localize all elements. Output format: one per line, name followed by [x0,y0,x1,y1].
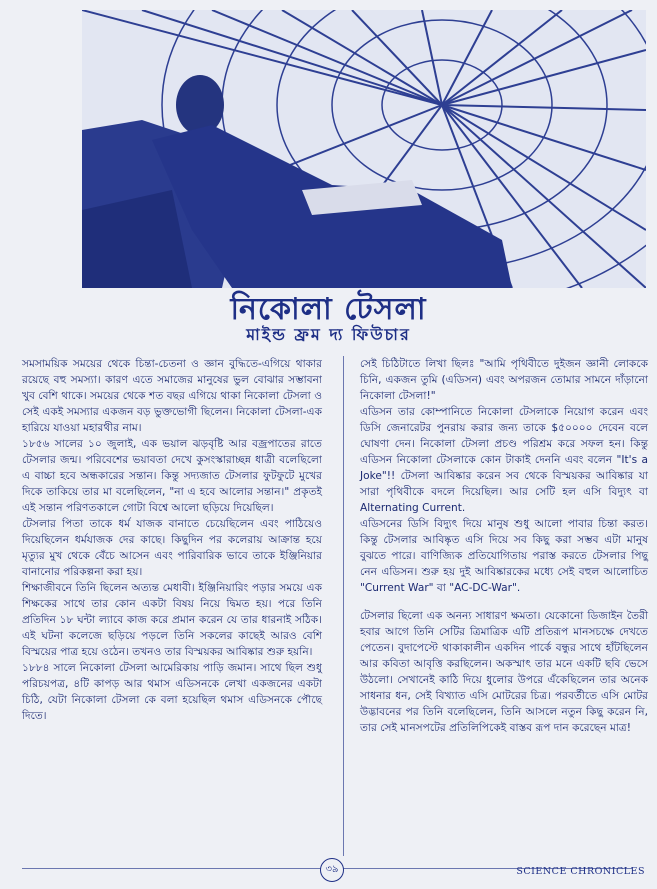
article-title: নিকোলা টেসলা [230,292,427,327]
left-column [22,356,322,724]
paragraph: টেসলার পিতা তাকে ধর্ম যাজক বানাতে চেয়েছিলেন এবং পাঠিয়েও দিয়েছিলেন ধর্মযাজক দের কাছে। কিছুদিন পর কলেরায় আক্রান্ত হয়ে মৃত্যুর মুখ থেকে বেঁচে আসেন এবং পারিবারিক ভাবে তাকে ইঞ্জিনিয়ার বানানোর পরিকল্পনা করা হয়। [22,518,322,578]
paragraph: ১৮৮৪ সালে নিকোলা টেসলা আমেরিকায় পাড়ি জমান। সাথে ছিল শুধু পরিচয়পত্র, ৪টি কাপড় আর থমাস এডিসনকে লেখা একজনের একটা চিঠি, যেটা নিকোলা টেসলা কে বলা হয়েছিল থমাস এডিসনকে পৌছে দিতে। [22,662,322,722]
column-divider [343,356,344,856]
paragraph: সমসাময়িক সময়ের থেকে চিন্তা-চেতনা ও জ্ঞান বুদ্ধিতে-এগিয়ে থাকার রয়েছে বহু সমস্যা। কারণ এতে সমাজের মানুষের ভুল বোঝার সম্ভাবনা খুব বেশি থাকে। সময়ের থেকে শত বছর এগিয়ে থাকা নিকোলা টেসলা ও সেই একই সমস্যার একজন বড় ভুক্তভোগী ছিলেন। নিকোলা টেসলা-এক হারিয়ে যাওয়া মহারথীর নাম। [22,358,322,434]
paragraph: এডিসন তার কোম্পানিতে নিকোলা টেসলাকে নিয়োগ করেন এবং ডিসি জেনারেটর পুনরায় করার জন্য তাকে $৫০০০০ দেবেন বলে ঘোষণা দেন। নিকোলা টেসলা প্রচণ্ড পরিশ্রম করে সফল হন। কিন্তু এডিসন নিকোলা টেসলাকে কোন টাকাই দেননি এবং বলেন "It's a Joke"!! টেসলা আবিষ্কার করেন সব থেকে বিস্ময়কর আবিষ্কার যা সারা পৃথিবীকে বদলে দিয়েছিল। আর সেটি হল এসি বিদ্যুৎ বা Alternating Current. [360,406,648,514]
paragraph: শিক্ষাজীবনে তিনি ছিলেন অত্যন্ত মেধাবী। ইঞ্জিনিয়ারিং পড়ার সময়ে এক শিক্ষকের সাথে তার কোন একটা বিষয় নিয়ে দ্বিমত হয়। পরে তিনি প্রতিদিন ১৮ ঘন্টা ল্যাবে কাজ করে প্রমান করেন যে তার ধারনাই সঠিক। এই ঘটনা কলেজে ছড়িয়ে পড়লে তিনি সকলের কাছেই আরও বেশি বিস্ময়ের পাত্র হয়ে ওঠেন। তখনও তার বিস্ময়কর আবিষ্কার শুরু হয়নি। [22,582,322,658]
paragraph: এডিসনের ডিসি বিদ্যুৎ দিয়ে মানুষ শুধু আলো পাবার চিন্তা করত। কিন্তু টেসলার আবিষ্কৃত এসি দিয়ে সব কিছু করা সম্ভব এটা মানুষ বুঝতে পারে। বাণিজ্যিক প্রতিযোগিতায় পরাস্ত করতে টেসলার পিছু নেন এডিসন। শুরু হয় দুই আবিষ্কারকের মধ্যে সেই বহুল আলোচিত "Current War" বা "AC-DC-War". [360,518,648,594]
tesla-coil-photo [82,10,646,288]
paragraph: সেই চিঠিটাতে লিখা ছিলঃ "আমি পৃথিবীতে দুইজন জ্ঞানী লোককে চিনি, একজন তুমি (এডিসন) এবং অপরজন তোমার সামনে দাঁড়ানো নিকোলা টেসলা!" [360,358,648,402]
article-subtitle: মাইন্ড ফ্রম দ্য ফিউচার [246,325,411,344]
paragraph: টেসলার ছিলো এক অনন্য সাধারণ ক্ষমতা। যেকোনো ডিজাইন তৈরী হবার আগে তিনি সেটির ত্রিমাত্রিক এটি প্রতিরূপ মানসচক্ষে দেখতে পেতেন। বুদাপেস্টে থাকাকালীন একদিন পার্কে বন্ধুর সাথে হাঁটছিলেন আর কবিতা আবৃত্তি করছিলেন। অকস্মাৎ তার মনে একটি ছবি ভেসে উঠলো। সেখানেই কাঠি দিয়ে ধুলোর উপরে এঁকেছিলেন তার অনেক সাধনার ধন, সেই বিখ্যাত এসি মোটরের চিত্র। পরবর্তীতে এসি মোটর উদ্ভাবনের পর তিনি বলেছিলেন, তিনি আসলে নতুন কিছু করেন নি, তার সেই মানসপটের প্রতিলিপিকেই বাস্তব রূপ দান করেছেন মাত্র! [360,610,648,734]
paragraph: ১৮৫৬ সালের ১০ জুলাই, এক ভয়াল ঝড়বৃষ্টি আর বজ্রপাতের রাতে টেসলার জন্ম। পরিবেশের ভয়াবতা দেখে কুসংস্কারাচ্ছন্ন ধাত্রী বলেছিলো এ বাচ্চা হবে অন্ধকারের সন্তান। কিন্তু সদ্যজাত টেসলার ফুটফুটে মুখের দিকে তাকিয়ে তার মা বলেছিলেন, "না এ হবে আলোর সন্তান।" প্রকৃতই এই সন্তান পরিণতকালে গোটা বিশ্বে আলো ছড়িয়ে দিয়েছিল। [22,438,322,514]
publication-name: SCIENCE CHRONICLES [516,866,645,877]
right-column [360,356,648,736]
page-number: ৩৯ [320,858,344,882]
